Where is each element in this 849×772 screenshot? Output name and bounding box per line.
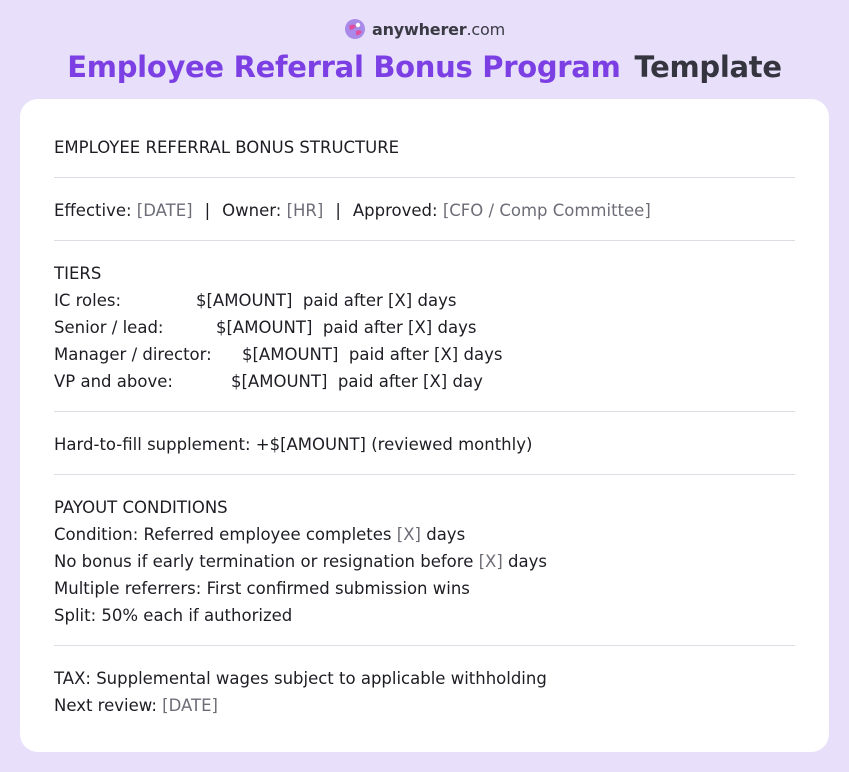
tier-amount: $[AMOUNT] (196, 291, 293, 310)
supplement-line: Hard-to-fill supplement: +$[AMOUNT] (reviewed monthly) (54, 435, 533, 454)
tier-row-vp (54, 368, 795, 395)
tier-terms: paid after [X] day (337, 372, 483, 391)
supplement-section (54, 431, 795, 458)
tax-line: TAX: Supplemental wages subject to applicable withholding (54, 669, 547, 688)
payout-heading: PAYOUT CONDITIONS (54, 498, 228, 517)
approved-label: Approved: (352, 201, 438, 220)
template-card (20, 99, 829, 752)
divider (54, 177, 795, 178)
condition-placeholder: [X] (396, 525, 421, 544)
tier-row-manager (54, 341, 795, 368)
payout-condition: Condition: Referred employee completes [X] days (54, 525, 466, 544)
effective-label: Effective: (54, 201, 132, 220)
structure-heading: EMPLOYEE REFERRAL BONUS STRUCTURE (54, 138, 400, 157)
meta-separator: | (204, 201, 211, 220)
tier-row-senior (54, 314, 795, 341)
brand-name: anywherer.com (372, 19, 505, 39)
title-accent: Employee Referral Bonus Program (67, 50, 621, 84)
tiers-section (54, 260, 795, 395)
tier-amount: $[AMOUNT] (242, 345, 339, 364)
divider (54, 240, 795, 241)
divider (54, 411, 795, 412)
next-review-label: Next review: (54, 696, 157, 715)
meta-line (54, 197, 795, 224)
payout-section (54, 494, 795, 629)
meta-separator: | (335, 201, 341, 220)
next-review-value: [DATE] (162, 696, 218, 715)
structure-heading-section (54, 134, 795, 161)
globe-pin-logo-icon (344, 18, 366, 40)
tier-label: Manager / director: (54, 345, 212, 364)
tax-section (54, 665, 795, 719)
approved-value: [CFO / Comp Committee] (442, 201, 651, 220)
nobonus-placeholder: [X] (478, 552, 503, 571)
owner-label: Owner: (222, 201, 282, 220)
tier-label: IC roles: (54, 291, 122, 310)
tiers-heading: TIERS (54, 264, 102, 283)
effective-value: [DATE] (136, 201, 193, 220)
tier-terms: paid after [X] days (322, 318, 477, 337)
page-title (0, 50, 849, 84)
title-rest: Template (634, 50, 782, 84)
owner-value: [HR] (286, 201, 324, 220)
divider (54, 474, 795, 475)
payout-split: Split: 50% each if authorized (54, 606, 293, 625)
tier-row-ic (54, 287, 795, 314)
payout-no-bonus: No bonus if early termination or resignation before [X] days (54, 552, 547, 571)
brand-logo-lockup (0, 18, 849, 40)
tier-amount: $[AMOUNT] (216, 318, 313, 337)
divider (54, 645, 795, 646)
meta-section (54, 197, 795, 224)
tier-amount: $[AMOUNT] (231, 372, 328, 391)
payout-multiple-referrers: Multiple referrers: First confirmed submission wins (54, 579, 470, 598)
next-review-line (54, 692, 795, 719)
tier-label: Senior / lead: (54, 318, 164, 337)
tier-label: VP and above: (54, 372, 173, 391)
tier-terms: paid after [X] days (348, 345, 503, 364)
tier-terms: paid after [X] days (302, 291, 457, 310)
